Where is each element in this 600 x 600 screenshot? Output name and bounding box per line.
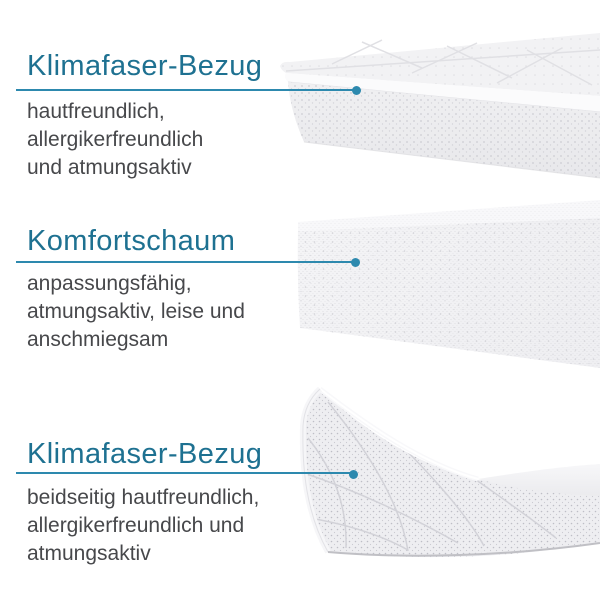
layer-1-leader-line [16, 89, 354, 91]
layer-3-leader-dot [349, 470, 358, 479]
layer-3-leader-line [16, 472, 351, 474]
layer-2-leader-line [16, 261, 353, 263]
layer-3-heading: Klimafaser-Bezug [27, 438, 263, 470]
comfort-foam-slab-image [294, 194, 600, 370]
quilted-mattress-corner-image [272, 28, 600, 180]
layer-3-description: beidseitig hautfreundlich, allergikerfreundlich und atmungsaktiv [27, 486, 260, 565]
layer-2-leader-dot [351, 258, 360, 267]
layer-1-description: hautfreundlich, allergikerfreundlich und atmungsaktiv [27, 100, 204, 179]
layer-2-heading: Komfortschaum [27, 225, 236, 257]
layer-2-description: anpassungsfähig, atmungsaktiv, leise und anschmiegsam [27, 272, 245, 351]
layer-1-heading: Klimafaser-Bezug [27, 50, 263, 82]
layer-1-leader-dot [352, 86, 361, 95]
